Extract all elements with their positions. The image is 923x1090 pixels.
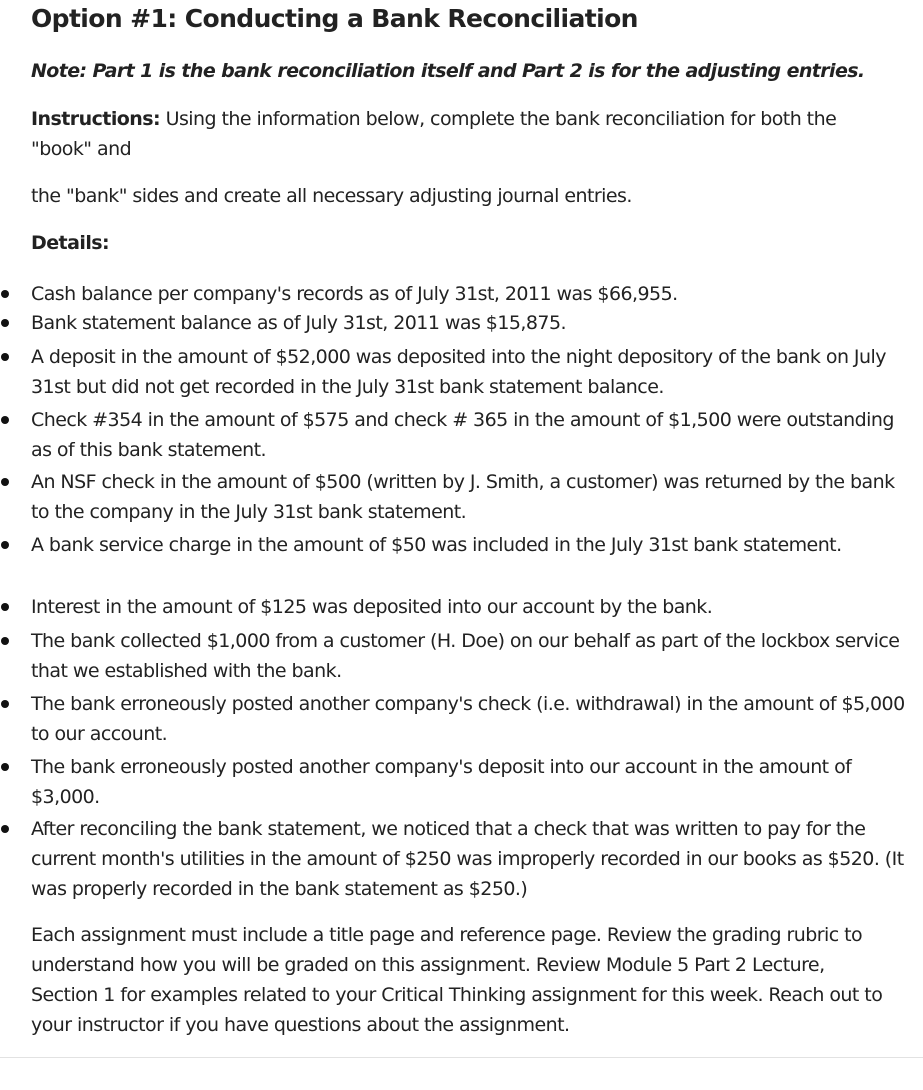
list-item-text: After reconciling the bank statement, we noticed that a check that was written to pay for the current month's utilities in the amount of $250 was improperly recorded in our books as $520. (It was properly recorded in the bank statement as $250.) bbox=[31, 818, 904, 900]
bullet-dot-icon bbox=[1, 825, 9, 833]
bullet-dot-icon bbox=[1, 290, 9, 298]
instructions-label: Instructions: bbox=[31, 108, 161, 130]
list-item-text: The bank collected $1,000 from a customer (H. Doe) on our behalf as part of the lockbox service that we established with the bank. bbox=[31, 630, 900, 682]
list-item-text: A deposit in the amount of $52,000 was deposited into the night depository of the bank on July 31st but did not get recorded in the July 31st bank statement balance. bbox=[31, 346, 886, 398]
list-item-text: An NSF check in the amount of $500 (written by J. Smith, a customer) was returned by the bank to the company in the July 31st bank statement. bbox=[31, 471, 895, 523]
bullet-dot-icon bbox=[1, 603, 9, 611]
divider bbox=[0, 1057, 923, 1058]
list-item-text: Cash balance per company's records as of July 31st, 2011 was $66,955. bbox=[31, 283, 678, 305]
list-item bbox=[31, 467, 906, 527]
closing-paragraph: Each assignment must include a title page and reference page. Review the grading rubric to understand how you will be graded on this assignment. Review Module 5 Part 2 Lecture, Section 1 for examples related to your Critical Thinking assignment for this week. Reach out to your instructor if you have questions about the assignment. bbox=[31, 924, 883, 1036]
details-heading: Details: bbox=[31, 232, 110, 254]
bullet-dot-icon bbox=[1, 478, 9, 486]
list-item bbox=[31, 592, 906, 622]
bullet-dot-icon bbox=[1, 637, 9, 645]
list-item-text: The bank erroneously posted another company's check (i.e. withdrawal) in the amount of $5,000 to our account. bbox=[31, 693, 905, 745]
instructions-text-line1: Using the information below, complete the bank reconciliation for both the "book" and bbox=[31, 108, 837, 160]
list-item-text: Bank statement balance as of July 31st, 2011 was $15,875. bbox=[31, 312, 566, 334]
bullet-dot-icon bbox=[1, 763, 9, 771]
bullet-dot-icon bbox=[1, 353, 9, 361]
bullet-dot-icon bbox=[1, 319, 9, 327]
list-item bbox=[31, 530, 906, 560]
list-item bbox=[31, 626, 906, 686]
list-item bbox=[31, 342, 906, 402]
list-item bbox=[31, 689, 906, 749]
list-item-text: The bank erroneously posted another company's deposit into our account in the amount of $3,000. bbox=[31, 756, 852, 808]
list-item-text: A bank service charge in the amount of $50 was included in the July 31st bank statement. bbox=[31, 534, 842, 556]
instructions-paragraph bbox=[31, 104, 891, 164]
instructions-text-line2: the "bank" sides and create all necessary adjusting journal entries. bbox=[31, 185, 632, 207]
list-item-text: Check #354 in the amount of $575 and check # 365 in the amount of $1,500 were outstanding as of this bank statement. bbox=[31, 409, 894, 461]
list-item bbox=[31, 814, 906, 904]
note-text: Note: Part 1 is the bank reconciliation itself and Part 2 is for the adjusting entries. bbox=[31, 60, 865, 82]
bullet-dot-icon bbox=[1, 700, 9, 708]
list-item bbox=[31, 405, 906, 465]
page-title: Option #1: Conducting a Bank Reconciliation bbox=[31, 4, 638, 33]
bullet-dot-icon bbox=[1, 541, 9, 549]
list-item bbox=[31, 308, 906, 338]
list-item bbox=[31, 752, 906, 812]
list-item bbox=[31, 279, 906, 309]
bullet-dot-icon bbox=[1, 416, 9, 424]
list-item-text: Interest in the amount of $125 was deposited into our account by the bank. bbox=[31, 596, 713, 618]
